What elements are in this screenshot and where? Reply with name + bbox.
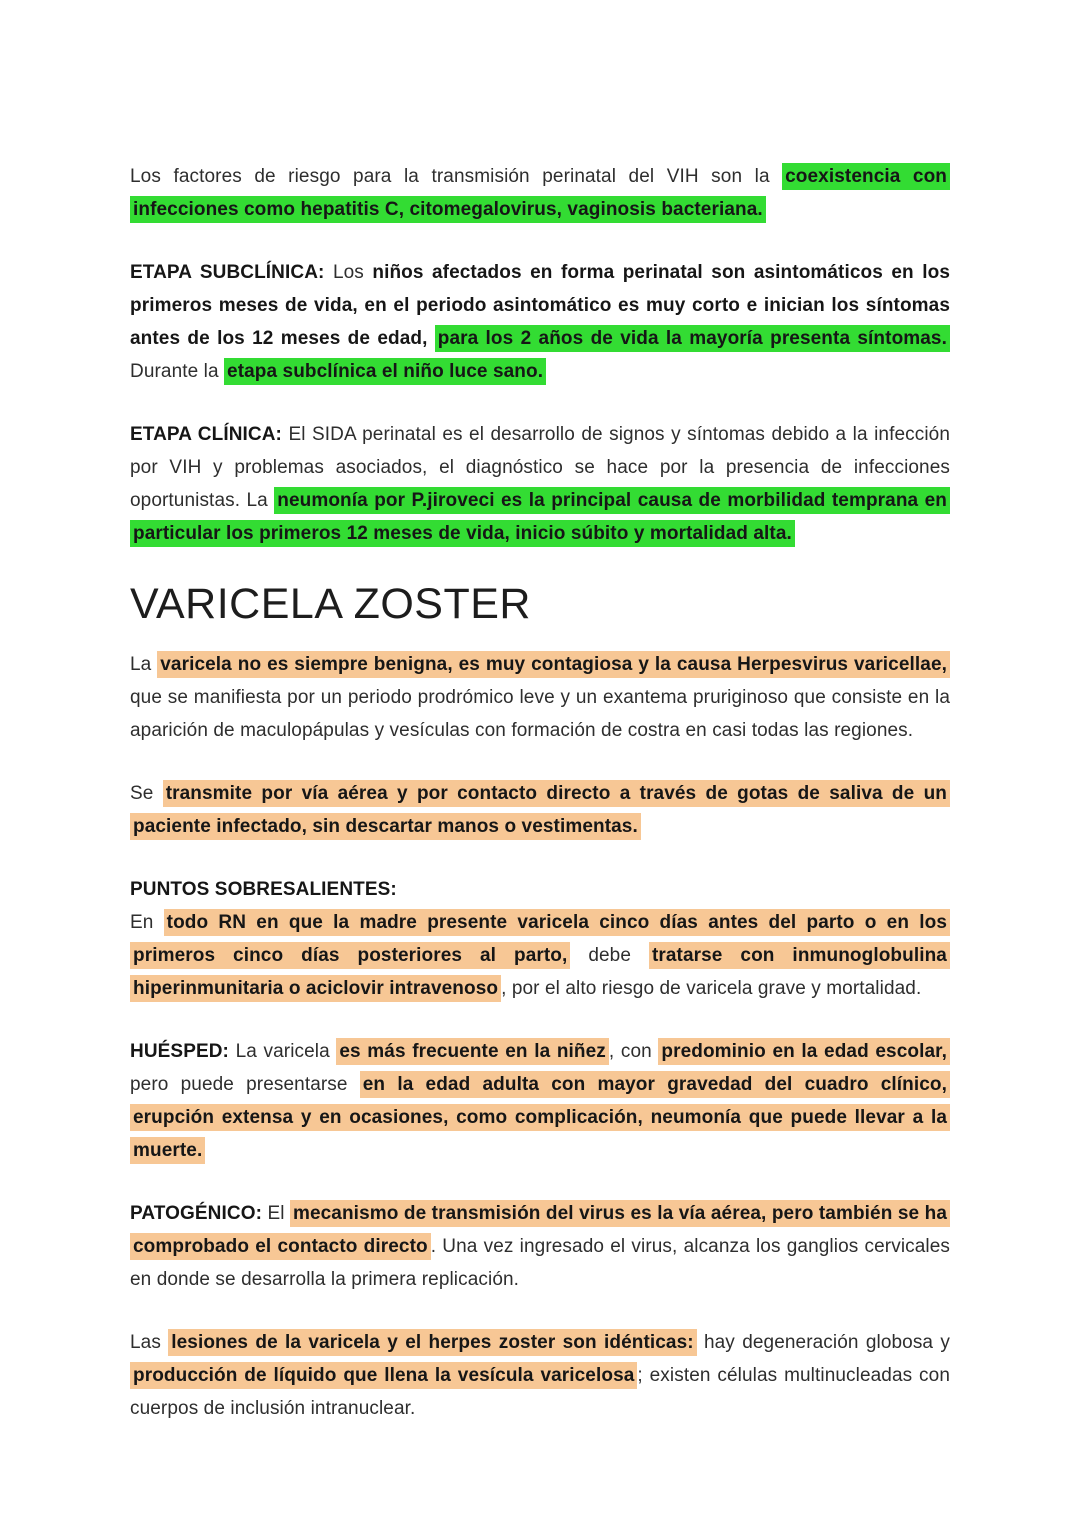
text-run: pero puede presentarse bbox=[130, 1074, 360, 1095]
highlighted-text-run: transmite por vía aérea y por contacto directo a través de gotas de saliva de un paciente infectado, sin descartar manos o vestimentas. bbox=[130, 780, 950, 840]
highlighted-text-run: lesiones de la varicela y el herpes zoster son idénticas: bbox=[168, 1329, 696, 1356]
text-run: . Una vez ingresado el virus, alcanza los ganglios cervicales en donde se desarrolla la primera replicación. bbox=[130, 1236, 950, 1290]
para-puntos-sobresalientes bbox=[130, 873, 950, 1005]
highlighted-text-run: en la edad adulta con mayor gravedad del cuadro clínico, erupción extensa y en ocasiones, como complicación, neumonía que puede llevar a la muerte. bbox=[130, 1071, 950, 1164]
text-run: debe bbox=[570, 945, 649, 966]
para-etapa-subclinica bbox=[130, 256, 950, 388]
text-run: hay degeneración globosa y bbox=[696, 1332, 950, 1353]
highlighted-text-run: es más frecuente en la niñez bbox=[336, 1038, 609, 1065]
para-lesiones bbox=[130, 1326, 950, 1425]
text-run: En bbox=[130, 912, 164, 933]
highlighted-text-run: neumonía por P.jiroveci es la principal causa de morbilidad temprana en particular los primeros 12 meses de vida, inicio súbito y mortalidad alta. bbox=[130, 487, 950, 547]
section-label-etapa-subclinica: ETAPA SUBCLÍNICA: bbox=[130, 262, 333, 283]
text-run: Durante la bbox=[130, 361, 225, 382]
highlighted-text-run: todo RN en que la madre presente varicela cinco días antes del parto o en los primeros cinco días posteriores al parto, bbox=[130, 909, 950, 969]
highlighted-text-run: para los 2 años de vida la mayoría presenta síntomas. bbox=[435, 325, 950, 352]
text-run: La varicela bbox=[235, 1041, 337, 1062]
text-run: Los bbox=[332, 262, 373, 283]
text-run: El SIDA perinatal es el desarrollo de signos y síntomas debido a la infección por VIH y problemas asociados, el diagnóstico se hace por la presencia de infecciones oportunistas. La bbox=[130, 424, 950, 511]
highlighted-text-run: varicela no es siempre benigna, es muy contagiosa y la causa Herpesvirus varicellae, bbox=[157, 651, 950, 678]
text-run: El bbox=[267, 1203, 290, 1224]
highlighted-text-run: coexistencia con infecciones como hepatitis C, citomegalovirus, vaginosis bacteriana. bbox=[130, 163, 950, 223]
text-run: , con bbox=[608, 1041, 659, 1062]
highlighted-text-run: tratarse con inmunoglobulina hiperinmunitaria o aciclovir intravenoso bbox=[130, 942, 950, 1002]
text-run: niños afectados en forma perinatal son asintomáticos en los primeros meses de vida, en el periodo asintomático es muy corto e inician los síntomas antes de los 12 meses de edad, bbox=[130, 262, 950, 349]
text-run: , por el alto riesgo de varicela grave y mortalidad. bbox=[501, 978, 922, 999]
para-patogenico bbox=[130, 1197, 950, 1296]
section-label-puntos-sobresalientes: PUNTOS SOBRESALIENTES: bbox=[130, 879, 397, 900]
para-huesped bbox=[130, 1035, 950, 1167]
text-run: que se manifiesta por un periodo prodrómico leve y un exantema pruriginoso que consiste en la aparición de maculopápulas y vesículas con formación de costra en casi todas las regiones. bbox=[130, 687, 950, 741]
section-label-etapa-clinica: ETAPA CLÍNICA: bbox=[130, 424, 289, 445]
text-run: La bbox=[130, 654, 158, 675]
text-run: Se bbox=[130, 783, 163, 804]
heading-varicela-zoster: VARICELA ZOSTER bbox=[130, 580, 531, 628]
highlighted-text-run: predominio en la edad escolar, bbox=[658, 1038, 950, 1065]
text-run: ; existen células multinucleadas con cuerpos de inclusión intranuclear. bbox=[130, 1365, 950, 1419]
section-label-huesped: HUÉSPED: bbox=[130, 1041, 236, 1062]
para-transmision bbox=[130, 777, 950, 843]
para-etapa-clinica bbox=[130, 418, 950, 550]
para-varicela-intro bbox=[130, 648, 950, 747]
section-label-patogenico: PATOGÉNICO: bbox=[130, 1203, 268, 1224]
highlighted-text-run: producción de líquido que llena la vesícula varicelosa bbox=[130, 1362, 637, 1389]
para-vih-transmission-risk bbox=[130, 160, 950, 226]
text-run: Los factores de riesgo para la transmisión perinatal del VIH son la bbox=[130, 166, 783, 187]
text-run: Las bbox=[130, 1332, 169, 1353]
highlighted-text-run: mecanismo de transmisión del virus es la vía aérea, pero también se ha comprobado el contacto directo bbox=[130, 1200, 950, 1260]
highlighted-text-run: etapa subclínica el niño luce sano. bbox=[224, 358, 546, 385]
